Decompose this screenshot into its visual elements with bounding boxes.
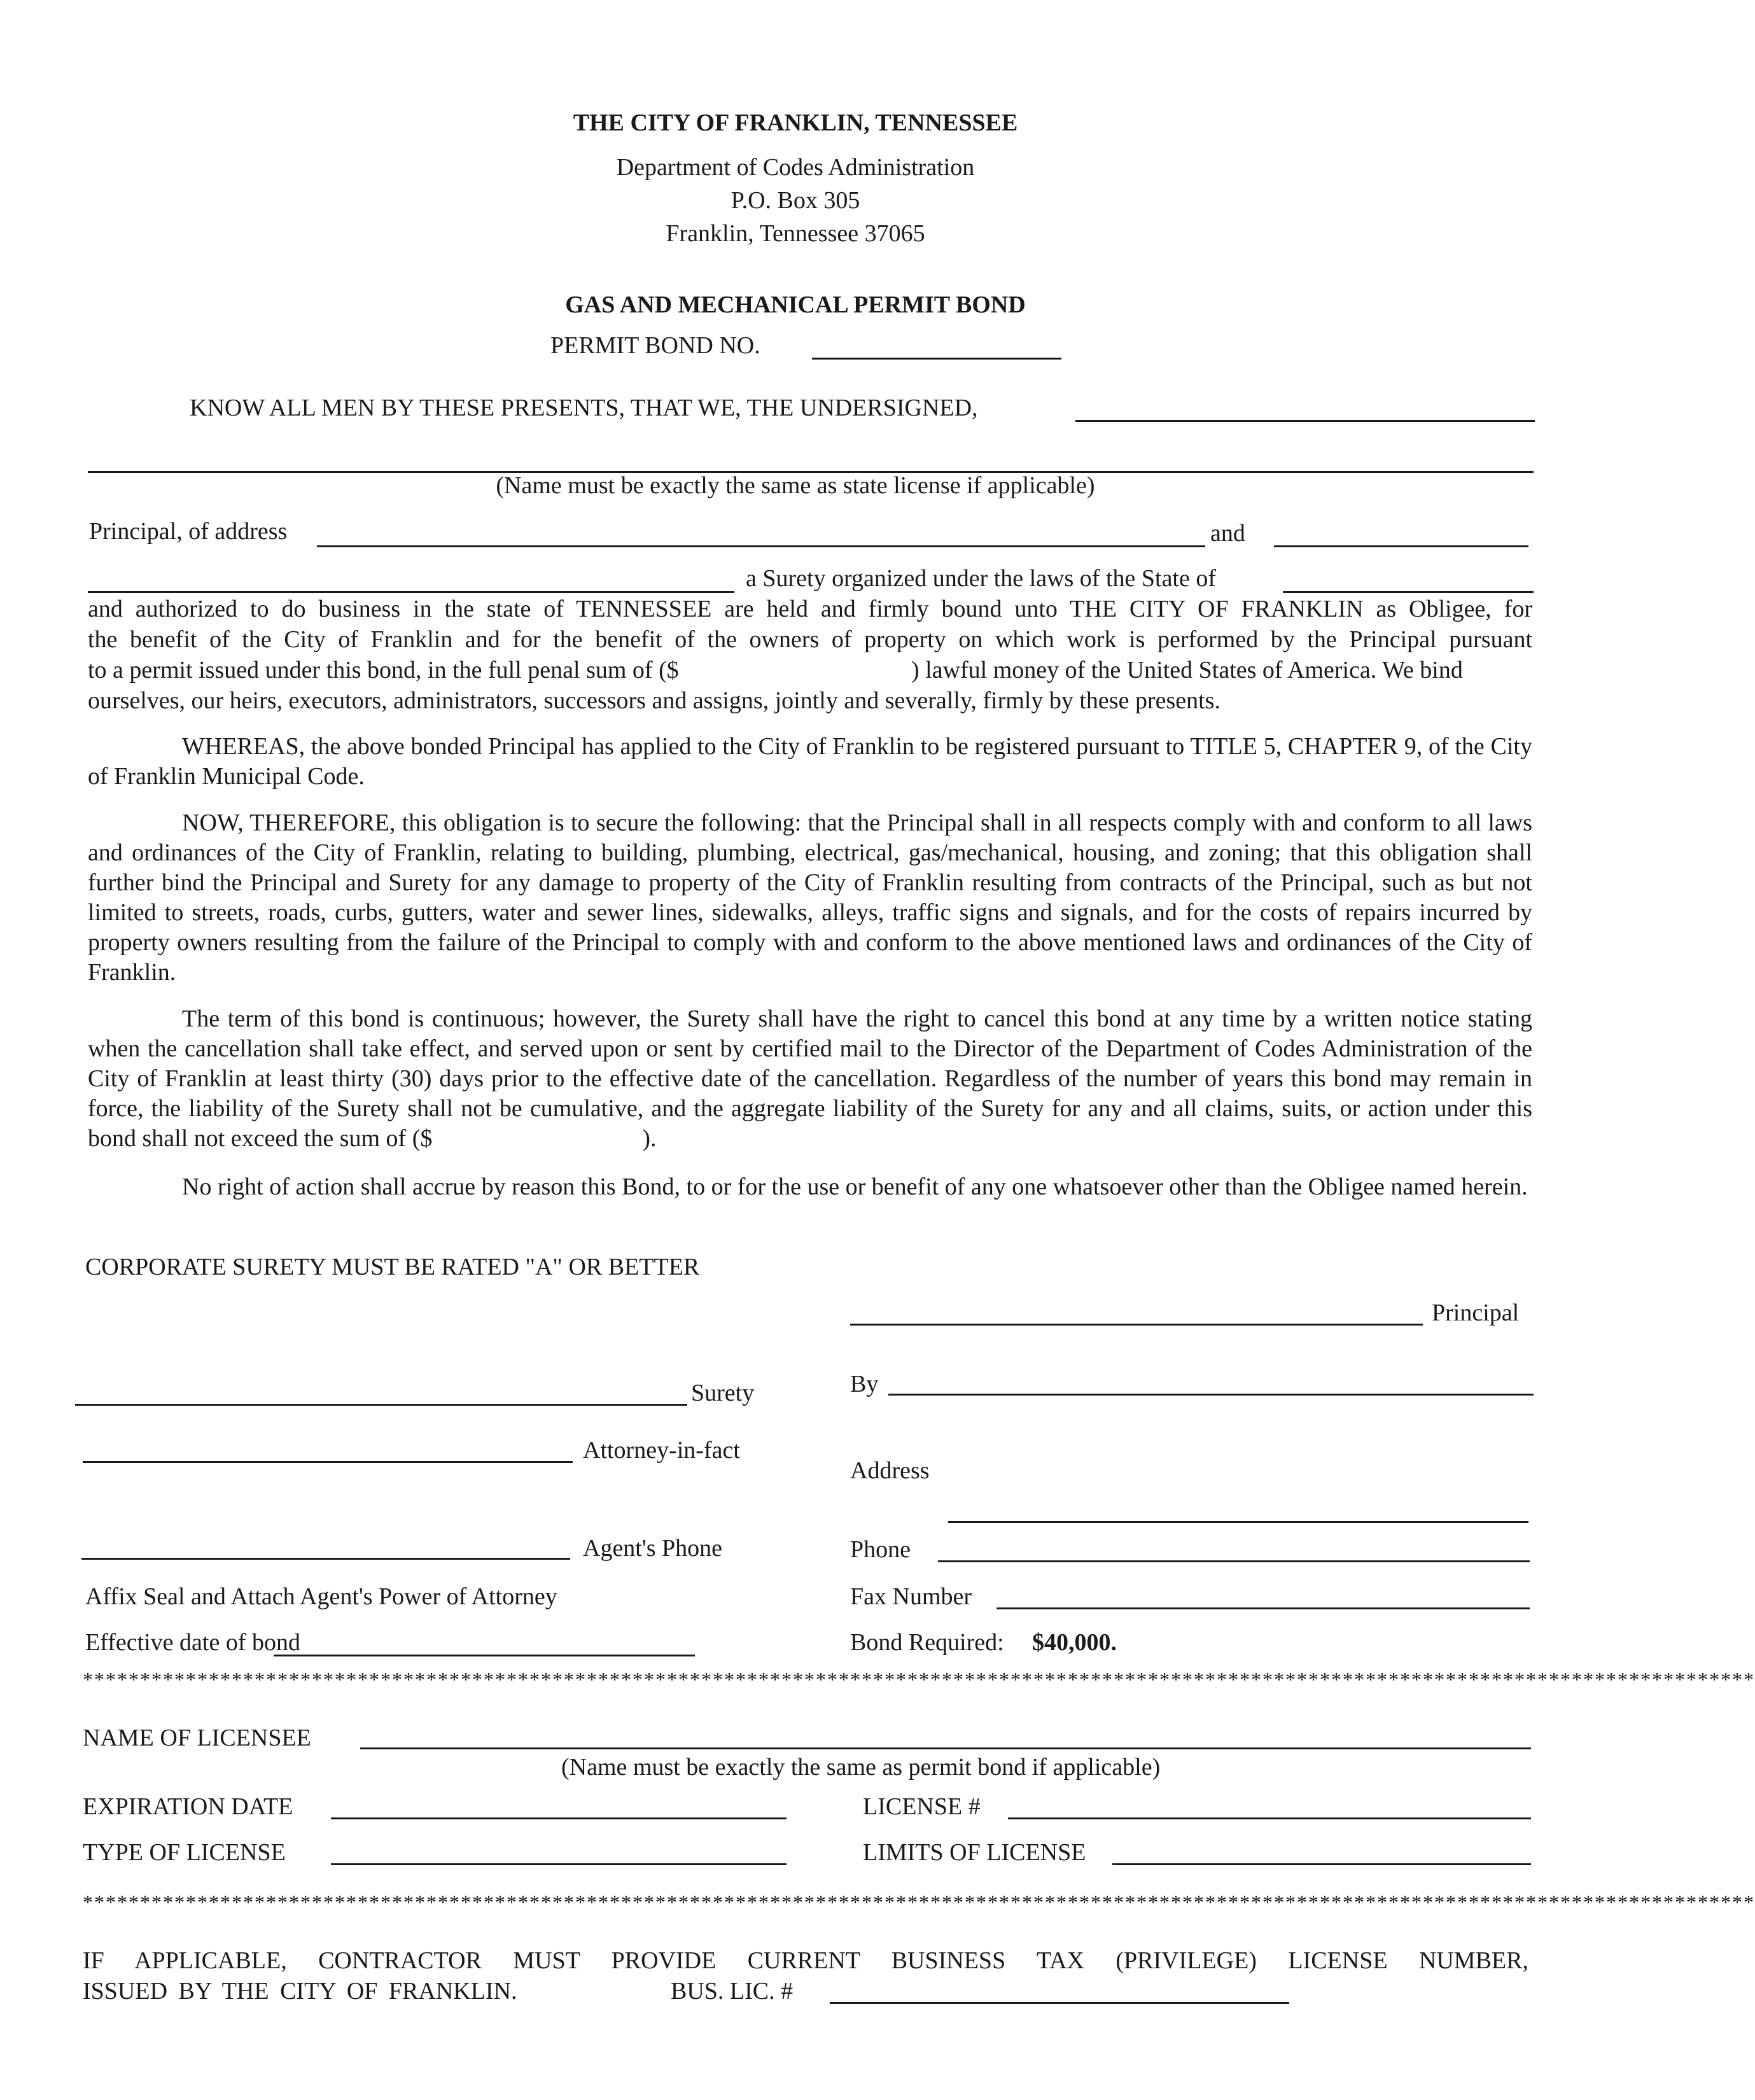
by-label: By xyxy=(850,1371,879,1397)
bond-required-label: Bond Required: xyxy=(850,1629,1004,1656)
undersigned-field[interactable] xyxy=(1075,420,1535,422)
license-number-label: LICENSE # xyxy=(863,1793,981,1820)
city-state-zip: Franklin, Tennessee 37065 xyxy=(666,220,925,247)
effective-date-field[interactable] xyxy=(274,1655,695,1656)
term-text: The term of this bond is continuous; however, the Surety shall have the right to cancel this bond at any time by a written notice stating when the cancellation shall take effect, and served upon or sent by certified mail to the Director of the Department of Codes Administration of the City of Franklin at least thirty (30) days prior to the effective date of the cancellation. Regardless of the number of years this bond may remain in force, the liability of the Surety shall not be cumulative, and the aggregate liability of the Surety for any and all claims, suits, or action under this bond shall not exceed the sum of ($ xyxy=(88,1005,1532,1152)
surety-state-field[interactable] xyxy=(1283,591,1534,593)
whereas-text: WHEREAS, the above bonded Principal has applied to the City of Franklin to be registered pursuant to TITLE 5, CHAPTER 9, of the City of Franklin Municipal Code. xyxy=(88,733,1532,790)
principal-address-label: Principal, of address xyxy=(89,518,288,545)
separator-stars-1: ************************************************************************************************************************************************** xyxy=(83,1668,1755,1691)
surety-organized: a Surety organized under the laws of the State of xyxy=(746,565,1217,592)
p1-line3a: to a permit issued under this bond, in the full penal sum of ($ xyxy=(88,657,679,683)
no-right-paragraph xyxy=(88,1172,1532,1202)
form-title: GAS AND MECHANICAL PERMIT BOND xyxy=(565,291,1026,318)
city-title: THE CITY OF FRANKLIN, TENNESSEE xyxy=(573,109,1018,136)
no-right-text: No right of action shall accrue by reason this Bond, to or for the use or benefit of any one whatsoever other than the Obligee named herein. xyxy=(182,1173,1528,1200)
phone-field[interactable] xyxy=(938,1560,1530,1562)
limits-of-license-label: LIMITS OF LICENSE xyxy=(863,1839,1086,1866)
name-of-licensee-field[interactable] xyxy=(360,1747,1531,1749)
footer-line2: ISSUED BY THE CITY OF FRANKLIN. xyxy=(83,1978,517,2005)
principal-address-field[interactable] xyxy=(317,545,1205,547)
attorney-label: Attorney-in-fact xyxy=(583,1437,740,1464)
address-field[interactable] xyxy=(948,1521,1528,1523)
type-of-license-field[interactable] xyxy=(331,1863,787,1865)
bond-number-label: PERMIT BOND NO. xyxy=(550,332,760,359)
principal-label: Principal xyxy=(1432,1299,1520,1326)
surety-label: Surety xyxy=(691,1380,755,1406)
bus-lic-label: BUS. LIC. # xyxy=(671,1978,794,2005)
separator-stars-2: ************************************************************************************************************************************************** xyxy=(83,1891,1755,1914)
phone-label: Phone xyxy=(850,1536,911,1563)
bond-number-field[interactable] xyxy=(812,358,1061,360)
licensee-name-note: (Name must be exactly the same as permit bond if applicable) xyxy=(561,1754,1161,1781)
name-of-licensee-label: NAME OF LICENSEE xyxy=(83,1725,311,1751)
p1-line4: ourselves, our heirs, executors, administrators, successors and assigns, jointly and severally, firmly by these presents. xyxy=(88,687,1220,714)
p1-line3b: ) lawful money of the United States of America. We bind xyxy=(911,657,1463,683)
surety-name-field-2[interactable] xyxy=(88,591,734,593)
term-end: ). xyxy=(642,1125,657,1152)
expiration-date-field[interactable] xyxy=(331,1817,787,1819)
limits-of-license-field[interactable] xyxy=(1112,1863,1531,1865)
know-all-men: KNOW ALL MEN BY THESE PRESENTS, THAT WE, THE UNDERSIGNED, xyxy=(190,395,978,421)
and-label: and xyxy=(1210,520,1245,547)
surety-name-field[interactable] xyxy=(1274,545,1528,547)
department-name: Department of Codes Administration xyxy=(616,154,975,181)
footer-line1: IF APPLICABLE, CONTRACTOR MUST PROVIDE CURRENT BUSINESS TAX (PRIVILEGE) LICENSE NUMBER, xyxy=(83,1947,1528,1974)
fax-field[interactable] xyxy=(996,1607,1530,1609)
license-number-field[interactable] xyxy=(1008,1817,1531,1819)
whereas-paragraph xyxy=(88,732,1532,792)
po-box: P.O. Box 305 xyxy=(731,187,860,214)
agent-phone-label: Agent's Phone xyxy=(583,1535,723,1562)
agent-phone-field[interactable] xyxy=(81,1558,570,1560)
affix-seal-note: Affix Seal and Attach Agent's Power of Attorney xyxy=(85,1583,557,1610)
attorney-field[interactable] xyxy=(83,1461,573,1463)
fax-label: Fax Number xyxy=(850,1583,972,1610)
now-therefore-text: NOW, THEREFORE, this obligation is to secure the following: that the Principal shall in all respects comply with and conform to all laws and ordinances of the City of Franklin, relating to building, plumbing, electrical, gas/mechanical, housing, and zoning; that this obligation shall further bind the Principal and Surety for any damage to property of the City of Franklin resulting from contracts of the Principal, such as but not limited to streets, roads, curbs, gutters, water and sewer lines, sidewalks, alleys, traffic signs and signals, and for the costs of repairs incurred by property owners resulting from the failure of the Principal to comply with and conform to the above mentioned laws and ordinances of the City of Franklin. xyxy=(88,809,1532,986)
by-signature-field[interactable] xyxy=(888,1394,1534,1396)
surety-signature-field[interactable] xyxy=(75,1404,687,1406)
principal-signature-field[interactable] xyxy=(850,1324,1423,1326)
p1-line1: and authorized to do business in the state of TENNESSEE are held and firmly bound unto THE CITY OF FRANKLIN as Obligee, for xyxy=(88,596,1532,622)
expiration-date-label: EXPIRATION DATE xyxy=(83,1793,293,1820)
effective-date-label: Effective date of bond xyxy=(85,1629,300,1656)
corporate-surety-note: CORPORATE SURETY MUST BE RATED "A" OR BETTER xyxy=(85,1254,700,1280)
now-therefore-paragraph xyxy=(88,808,1532,988)
bond-required-value: $40,000. xyxy=(1032,1629,1117,1656)
bus-lic-field[interactable] xyxy=(830,2002,1289,2004)
p1-line2: the benefit of the City of Franklin and for the benefit of the owners of property on which work is performed by the Principal pursuant xyxy=(88,626,1532,653)
address-label: Address xyxy=(850,1457,930,1484)
name-note: (Name must be exactly the same as state license if applicable) xyxy=(496,472,1095,499)
type-of-license-label: TYPE OF LICENSE xyxy=(83,1839,286,1866)
term-paragraph xyxy=(88,1004,1532,1154)
